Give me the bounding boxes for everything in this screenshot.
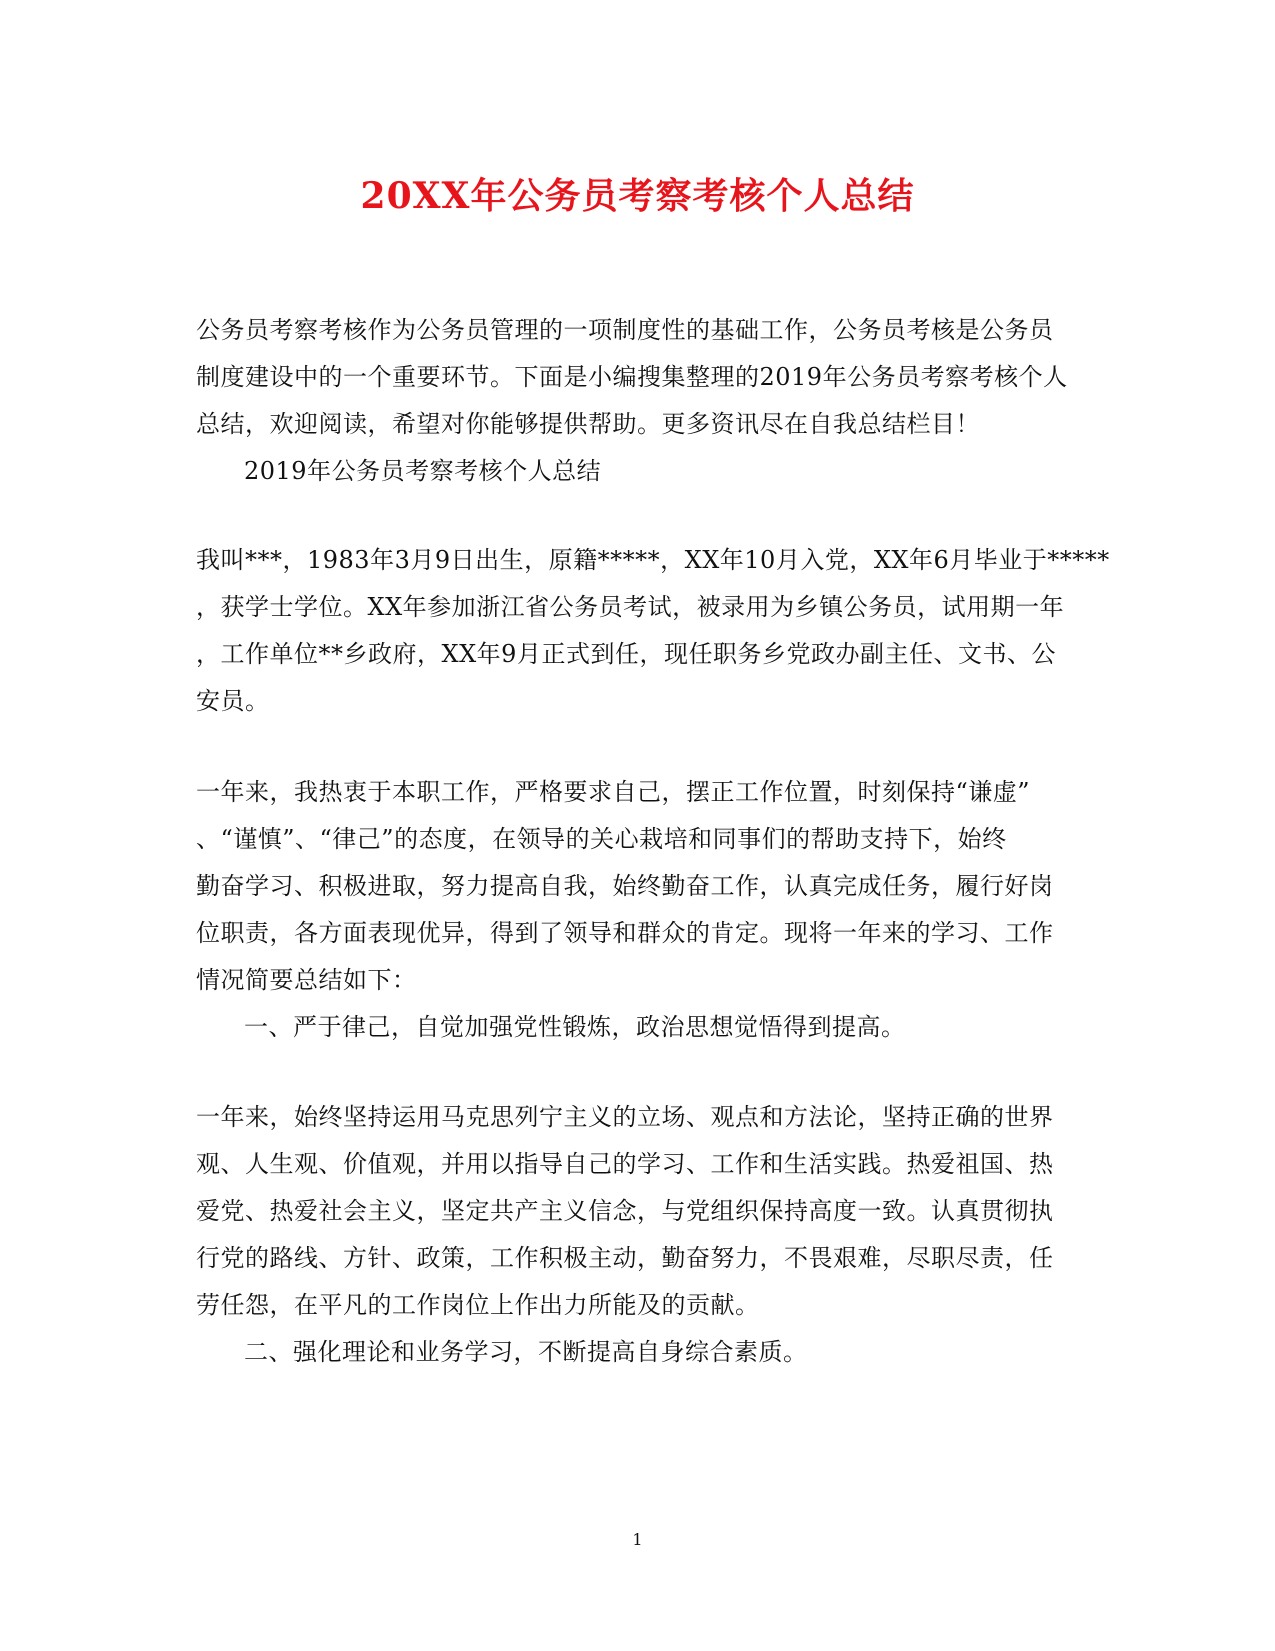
intro-paragraph [196,307,1076,495]
section1-line: 劳任怨，在平凡的工作岗位上作出力所能及的贡献。 [196,1291,760,1319]
section1-line: 一年来，始终坚持运用马克思列宁主义的立场、观点和方法论，坚持正确的世界 [196,1103,1054,1131]
section1-line: 爱党、热爱社会主义，坚定共产主义信念，与党组织保持高度一致。认真贯彻执 [196,1197,1054,1225]
bio-paragraph [196,537,1110,725]
summary-line: 情况简要总结如下： [196,966,417,994]
bio-line: ，工作单位**乡政府，XX年9月正式到任，现任职务乡党政办副主任、文书、公 [196,640,1056,668]
page-number: 1 [632,1530,643,1549]
bio-line: ，获学士学位。XX年参加浙江省公务员考试，被录用为乡镇公务员，试用期一年 [196,593,1065,621]
document-title: 20XX年公务员考察考核个人总结 [360,175,915,217]
summary-line: 勤奋学习、积极进取，努力提高自我，始终勤奋工作，认真完成任务，履行好岗 [196,872,1054,900]
bio-line: 安员。 [196,687,270,715]
bio-line: 我叫***，1983年3月9日出生，原籍*****，XX年10月入党，XX年6月毕业于***** [196,546,1110,574]
summary-line: 、“谨慎”、“律己”的态度，在领导的关心栽培和同事们的帮助支持下，始终 [196,825,1007,853]
intro-line: 公务员考察考核作为公务员管理的一项制度性的基础工作，公务员考核是公务员 [196,316,1054,344]
section-heading-2: 二、强化理论和业务学习，不断提高自身综合素质。 [244,1338,808,1366]
section1-paragraph [196,1094,1076,1376]
section1-line: 行党的路线、方针、政策，工作积极主动，勤奋努力，不畏艰难，尽职尽责，任 [196,1244,1054,1272]
intro-line: 制度建设中的一个重要环节。下面是小编搜集整理的2019年公务员考察考核个人 [196,363,1068,391]
summary-line: 位职责，各方面表现优异，得到了领导和群众的肯定。现将一年来的学习、工作 [196,919,1054,947]
section1-line: 观、人生观、价值观，并用以指导自己的学习、工作和生活实践。热爱祖国、热 [196,1150,1054,1178]
intro-line: 总结，欢迎阅读，希望对你能够提供帮助。更多资讯尽在自我总结栏目！ [196,410,980,438]
summary-line: 一年来，我热衷于本职工作，严格要求自己，摆正工作位置，时刻保持“谦虚” [196,778,1031,806]
subtitle: 2019年公务员考察考核个人总结 [244,457,602,485]
summary-paragraph [196,769,1076,1051]
section-heading-1: 一、严于律己，自觉加强党性锻炼，政治思想觉悟得到提高。 [244,1013,906,1041]
